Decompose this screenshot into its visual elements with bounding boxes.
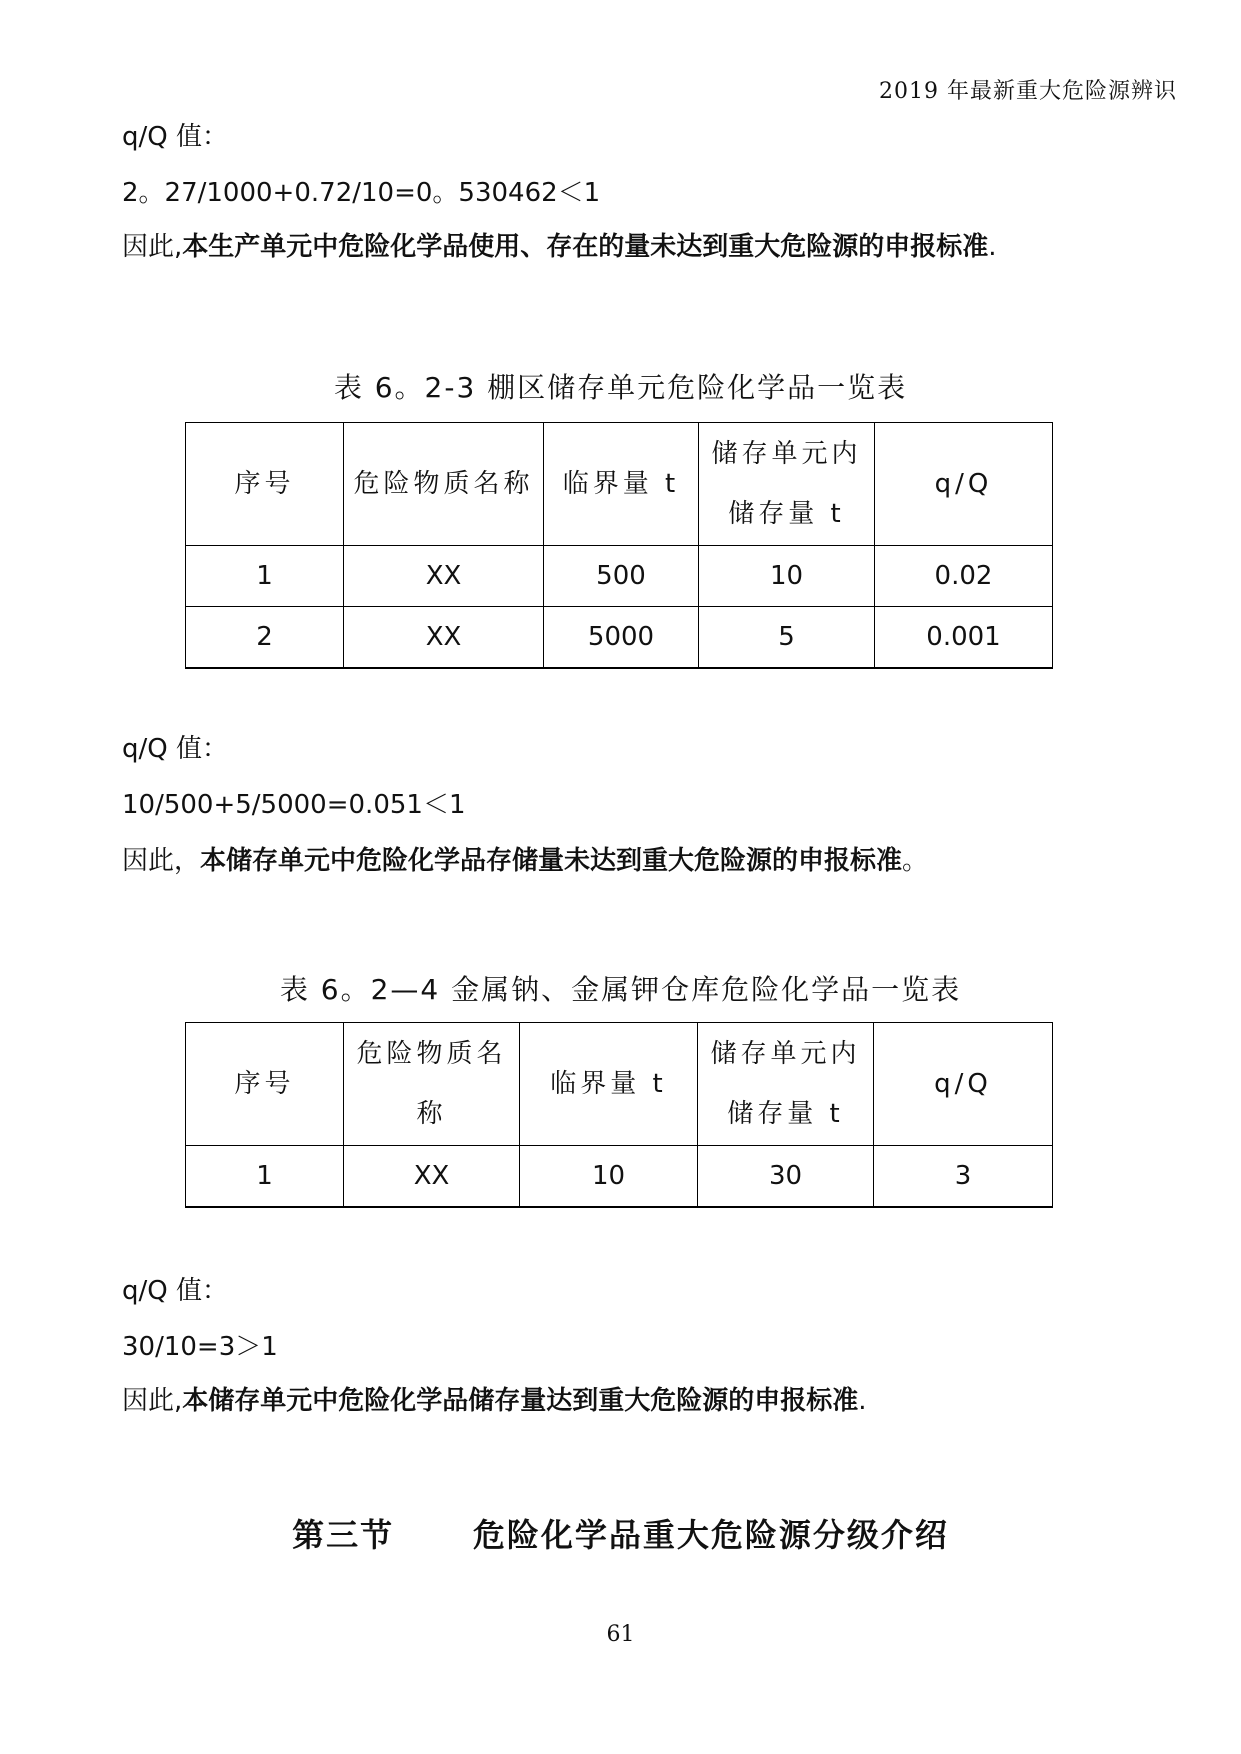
table-row <box>186 607 1053 669</box>
header-cell-ratio: q/Q <box>874 1023 1053 1146</box>
cell-threshold: 500 <box>544 546 699 607</box>
section-title: 第三节 危险化学品重大危险源分级介绍 <box>292 1516 949 1554</box>
table-row <box>186 546 1053 607</box>
table-caption-2: 表 6。2—4 金属钠、金属钾仓库危险化学品一览表 <box>279 973 962 1006</box>
header-cell-index: 序号 <box>186 423 344 546</box>
cell-ratio: 0.001 <box>875 607 1053 669</box>
cell-ratio: 3 <box>874 1146 1053 1208</box>
header-cell-threshold: 临界量 t <box>520 1023 698 1146</box>
page-number: 61 <box>606 1622 635 1647</box>
header-cell-ratio: q/Q <box>875 423 1053 546</box>
hazard-table-2 <box>185 1022 1053 1208</box>
conclusion-3 <box>122 1380 867 1417</box>
qq-formula-2: 10/500+5/5000=0.051＜1 <box>122 790 466 820</box>
cell-stored: 10 <box>699 546 875 607</box>
running-header: 2019 年最新重大危险源辨识 <box>879 79 1177 104</box>
table-header-row <box>186 1023 1053 1146</box>
header-cell-substance: 危险物质名称 <box>344 1023 520 1146</box>
cell-substance: XX <box>344 1146 520 1208</box>
header-cell-stored: 储存单元内储存量 t <box>699 423 875 546</box>
cell-index: 2 <box>186 607 344 669</box>
cell-index: 1 <box>186 1146 344 1208</box>
cell-stored: 30 <box>698 1146 874 1208</box>
qq-value-label-3: q/Q 值： <box>122 1276 228 1306</box>
cell-ratio: 0.02 <box>875 546 1053 607</box>
conclusion-prefix-2: 因此， <box>122 846 201 876</box>
conclusion-text-1: 本生产单元中危险化学品使用、存在的量未达到重大危险源的申报标准 <box>182 232 989 262</box>
cell-threshold: 5000 <box>544 607 699 669</box>
header-cell-index: 序号 <box>186 1023 344 1146</box>
conclusion-prefix-1: 因此, <box>122 232 183 262</box>
conclusion-text-2: 本储存单元中危险化学品存储量未达到重大危险源的申报标准 <box>200 846 903 876</box>
header-cell-threshold: 临界量 t <box>544 423 699 546</box>
conclusion-prefix-3: 因此, <box>122 1386 183 1416</box>
cell-stored: 5 <box>699 607 875 669</box>
qq-formula-3: 30/10=3＞1 <box>122 1332 278 1362</box>
cell-substance: XX <box>344 546 544 607</box>
qq-value-label-2: q/Q 值： <box>122 734 228 764</box>
table-header-row <box>186 423 1053 546</box>
conclusion-text-3: 本储存单元中危险化学品储存量达到重大危险源的申报标准 <box>182 1386 859 1416</box>
cell-threshold: 10 <box>520 1146 698 1208</box>
cell-substance: XX <box>344 607 544 669</box>
table-caption-1: 表 6。2-3 棚区储存单元危险化学品一览表 <box>333 371 908 404</box>
qq-value-label-1: q/Q 值： <box>122 122 228 152</box>
header-cell-stored: 储存单元内储存量 t <box>698 1023 874 1146</box>
header-cell-substance: 危险物质名称 <box>344 423 544 546</box>
cell-index: 1 <box>186 546 344 607</box>
conclusion-suffix-1: . <box>988 232 997 262</box>
table-row <box>186 1146 1053 1208</box>
conclusion-2 <box>122 840 928 877</box>
hazard-table-1 <box>185 422 1053 669</box>
conclusion-suffix-2: 。 <box>902 846 929 876</box>
conclusion-1 <box>122 226 997 263</box>
qq-formula-1: 2。27/1000+0.72/10=0。530462＜1 <box>122 178 601 208</box>
conclusion-suffix-3: . <box>858 1386 867 1416</box>
